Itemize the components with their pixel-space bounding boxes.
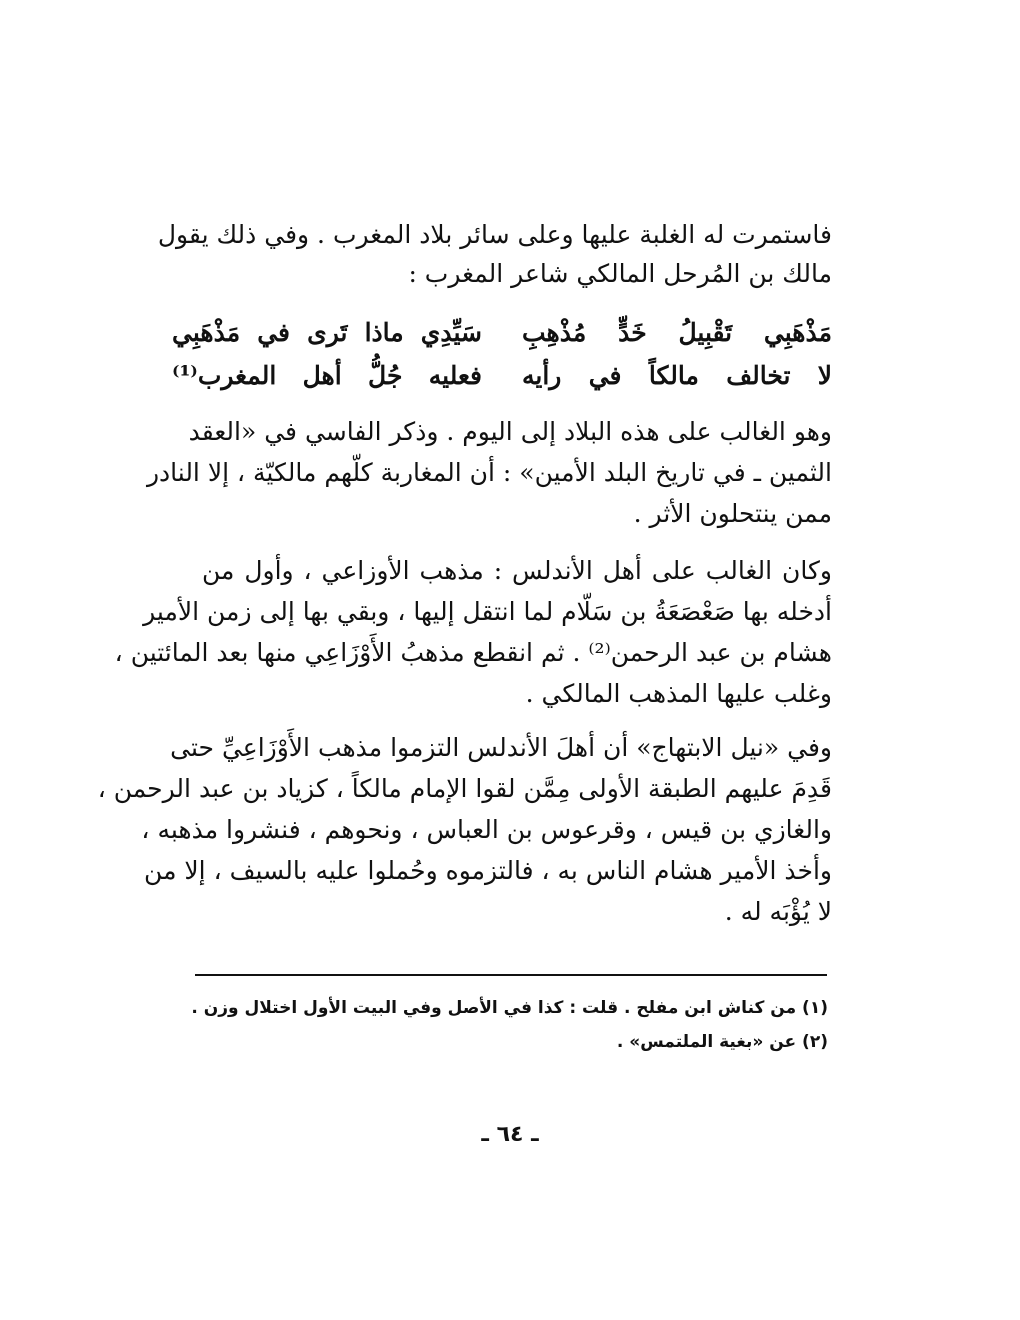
body-line: وهو الغالب على هذه البلاد إلى اليوم . وذكر الفاسي في «العقد (188, 417, 832, 446)
body-line: ممن ينتحلون الأثر . (633, 499, 832, 528)
body-line: أدخله بها صَعْصَعَةُ بن سَلّام لما انتقل إليها ، وبقي بها إلى زمن الأمير (143, 597, 832, 626)
body-line: لا يُؤْبَه له . (724, 897, 832, 926)
poem-verse (172, 314, 832, 352)
body-line: وأخذ الأمير هشام الناس به ، فالتزموه وحُملوا عليه بالسيف ، إلا من (144, 856, 832, 885)
body-line: الثمين ـ في تاريخ البلد الأمين» : أن المغاربة كلّهم مالكيّة ، إلا النادر (146, 458, 832, 487)
footnote-separator (195, 974, 827, 976)
body-line: هشام بن عبد الرحمن⁽²⁾ . ثم انقطع مذهبُ الأَوْزَاعِي منها بعد المائتين ، (114, 638, 832, 667)
body-line: وكان الغالب على أهل الأندلس : مذهب الأوزاعي ، وأول من (202, 556, 832, 585)
body-line: قَدِمَ عليهم الطبقة الأولى مِمَّن لقوا الإمام مالكاً ، كزياد بن عبد الرحمن ، (97, 774, 832, 803)
footnote: (١) من كناش ابن مفلح . قلت : كذا في الأصل وفي البيت الأول اختلال وزن . (191, 998, 828, 1018)
poem-hemistich: مَذْهَبِي تَقْبِيلُ خَدٍّ مُذْهِبِ (522, 318, 832, 347)
body-line: فاستمرت له الغلبة عليها وعلى سائر بلاد المغرب . وفي ذلك يقول (157, 220, 832, 249)
body-line: وغلب عليها المذهب المالكي . (525, 679, 832, 708)
footnote: (٢) عن «بغية الملتمس» . (616, 1032, 828, 1052)
poem-verse (172, 357, 832, 395)
body-line: والغازي بن قيس ، وقرعوس بن العباس ، ونحوهم ، فنشروا مذهبه ، (141, 815, 832, 844)
poem-hemistich: سَيِّدِي ماذا تَرى في مَذْهَبِي (172, 318, 482, 347)
body-line: مالك بن المُرحل المالكي شاعر المغرب : (408, 259, 832, 288)
poem-hemistich: فعليه جُلُّ أهل المغرب⁽¹⁾ (172, 361, 482, 390)
body-line: وفي «نيل الابتهاج» أن أهلَ الأندلس التزموا مذهب الأَوْزَاعِيِّ حتى (170, 733, 832, 762)
page-number: ـ ٦٤ ـ (481, 1122, 539, 1147)
poem-hemistich: لا تخالف مالكاً في رأيه (522, 361, 832, 390)
